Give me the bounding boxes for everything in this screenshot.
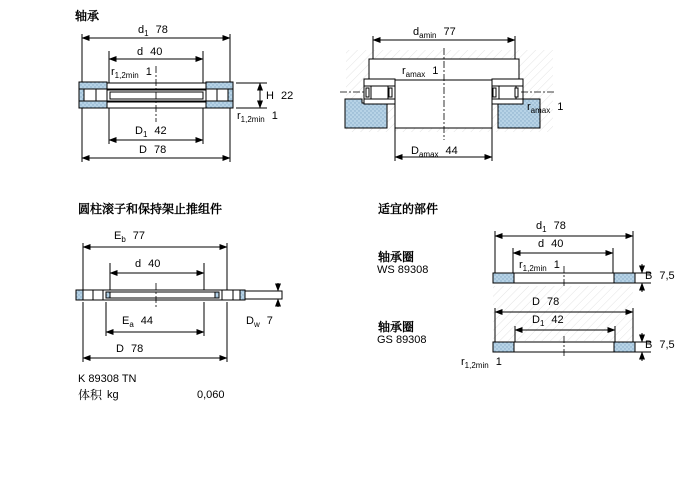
dim-symbol: H xyxy=(266,90,274,102)
dim-value: 40 xyxy=(551,238,564,250)
shaft-washer-section xyxy=(206,82,233,89)
dim-symbol: d xyxy=(135,258,142,270)
dim-label-Damax xyxy=(411,145,458,159)
housing-washer-section xyxy=(206,101,233,108)
dim-subscript: amax xyxy=(418,150,439,159)
washer-ws-label: 轴承圈 xyxy=(378,250,415,264)
dim-label-damin xyxy=(413,26,456,40)
dim-value: 78 xyxy=(130,343,144,355)
dim-label-gs-D1 xyxy=(532,314,564,328)
abutment-drawing xyxy=(340,36,556,161)
dim-symbol: d xyxy=(137,46,144,58)
dim-value: 42 xyxy=(551,314,564,326)
section-title-components: 适宜的部件 xyxy=(378,202,439,216)
dim-value: 1 xyxy=(432,65,439,77)
dim-label-d xyxy=(137,46,162,59)
dim-value: 77 xyxy=(443,26,456,38)
dim-label-ws-d xyxy=(538,238,563,251)
dim-subscript: 1,2min xyxy=(464,361,489,370)
dim-value: 40 xyxy=(150,46,163,58)
dim-label-Ea xyxy=(122,315,153,329)
washer-ws-designation: WS 89308 xyxy=(377,264,429,276)
dim-value: 1 xyxy=(271,110,278,122)
dim-value: 44 xyxy=(140,315,154,327)
dim-value: 22 xyxy=(280,90,294,102)
dim-label-H xyxy=(266,90,293,103)
dim-subscript: 1 xyxy=(144,29,149,38)
shaft-spigot xyxy=(395,80,492,128)
mass-label: 体积 xyxy=(78,388,103,402)
dim-label-r12min-top xyxy=(111,66,152,80)
dim-subscript: 1,2min xyxy=(240,115,265,124)
dim-label-D xyxy=(116,343,143,356)
dim-symbol: r xyxy=(402,65,406,77)
dim-value: 7,5 xyxy=(659,339,675,351)
bearing-cross-section-drawing xyxy=(79,34,267,162)
dim-label-r12min-bottom xyxy=(237,110,278,124)
dim-subscript: amax xyxy=(530,106,551,115)
washer-gs-drawing xyxy=(493,286,651,361)
dim-label-Eb xyxy=(114,230,145,244)
dim-symbol: r xyxy=(111,66,115,78)
section-title-bearing: 轴承 xyxy=(75,9,100,23)
dim-value: 78 xyxy=(546,296,560,308)
washer-ws-drawing xyxy=(493,231,651,292)
dim-value: 42 xyxy=(154,125,167,137)
dim-label-gs-B xyxy=(645,339,675,352)
assembly-designation: K 89308 TN xyxy=(78,373,137,385)
dim-symbol: d xyxy=(138,24,145,36)
dim-symbol: r xyxy=(237,110,241,122)
dim-value: 78 xyxy=(153,144,167,156)
dim-label-gs-D xyxy=(532,296,559,309)
dim-label-D xyxy=(139,144,166,157)
dim-value: 7,5 xyxy=(659,270,675,282)
dim-symbol: r xyxy=(527,101,531,113)
dim-value: 44 xyxy=(445,145,458,157)
dim-value: 40 xyxy=(148,258,161,270)
dim-value: 7 xyxy=(266,315,273,327)
dim-value: 77 xyxy=(132,230,146,242)
mass-unit: kg xyxy=(107,389,119,401)
dim-symbol: D xyxy=(532,296,540,308)
dim-subscript: 1,2min xyxy=(114,71,139,80)
dim-value: 1 xyxy=(557,101,564,113)
dim-label-ws-d1 xyxy=(536,220,566,234)
shaft-washer-section xyxy=(79,82,107,89)
single-roller xyxy=(245,291,282,299)
dim-symbol: D xyxy=(246,315,254,327)
dim-symbol: B xyxy=(645,339,653,351)
dim-symbol: D xyxy=(411,145,419,157)
dim-subscript: w xyxy=(253,320,260,329)
dim-symbol: E xyxy=(114,230,122,242)
dim-symbol: D xyxy=(532,314,540,326)
dim-subscript: 1 xyxy=(539,319,545,328)
dim-symbol: r xyxy=(461,356,465,368)
section-title-assembly: 圆柱滚子和保持架止推组件 xyxy=(78,202,223,216)
dim-label-Dw xyxy=(246,315,273,329)
dim-subscript: 1,2min xyxy=(522,264,547,273)
washer-gs-label: 轴承圈 xyxy=(378,320,415,334)
dim-label-ws-r12min xyxy=(519,259,560,273)
dim-subscript: b xyxy=(121,235,126,244)
mass-value: 0,060 xyxy=(197,389,225,401)
washer-gs-designation: GS 89308 xyxy=(377,334,427,346)
dim-subscript: 1 xyxy=(542,225,547,234)
dim-label-d xyxy=(135,258,160,271)
dim-value: 78 xyxy=(553,220,566,232)
dim-value: 1 xyxy=(553,259,560,271)
dim-subscript: a xyxy=(129,320,134,329)
dim-value: 1 xyxy=(495,356,502,368)
dim-symbol: D xyxy=(135,125,143,137)
dim-label-ws-B xyxy=(645,270,675,283)
dim-symbol: B xyxy=(645,270,653,282)
dim-symbol: r xyxy=(519,259,523,271)
dim-label-ramax-top xyxy=(402,65,438,79)
dim-symbol: d xyxy=(538,238,545,250)
dim-symbol: D xyxy=(139,144,147,156)
dim-label-ramax-right xyxy=(527,101,563,115)
dim-symbol: d xyxy=(413,26,420,38)
dim-symbol: E xyxy=(122,315,130,327)
housing-washer-section xyxy=(79,101,107,108)
dim-label-gs-r12min xyxy=(461,356,502,370)
dim-subscript: amin xyxy=(419,31,437,40)
dim-subscript: amax xyxy=(405,70,426,79)
dim-label-D1 xyxy=(135,125,167,139)
dim-value: 1 xyxy=(145,66,152,78)
roller-cage-assembly-drawing xyxy=(76,243,282,362)
dim-symbol: d xyxy=(536,220,543,232)
dim-label-d1 xyxy=(138,24,168,38)
dim-value: 78 xyxy=(155,24,168,36)
dim-symbol: D xyxy=(116,343,124,355)
dim-subscript: 1 xyxy=(142,130,148,139)
